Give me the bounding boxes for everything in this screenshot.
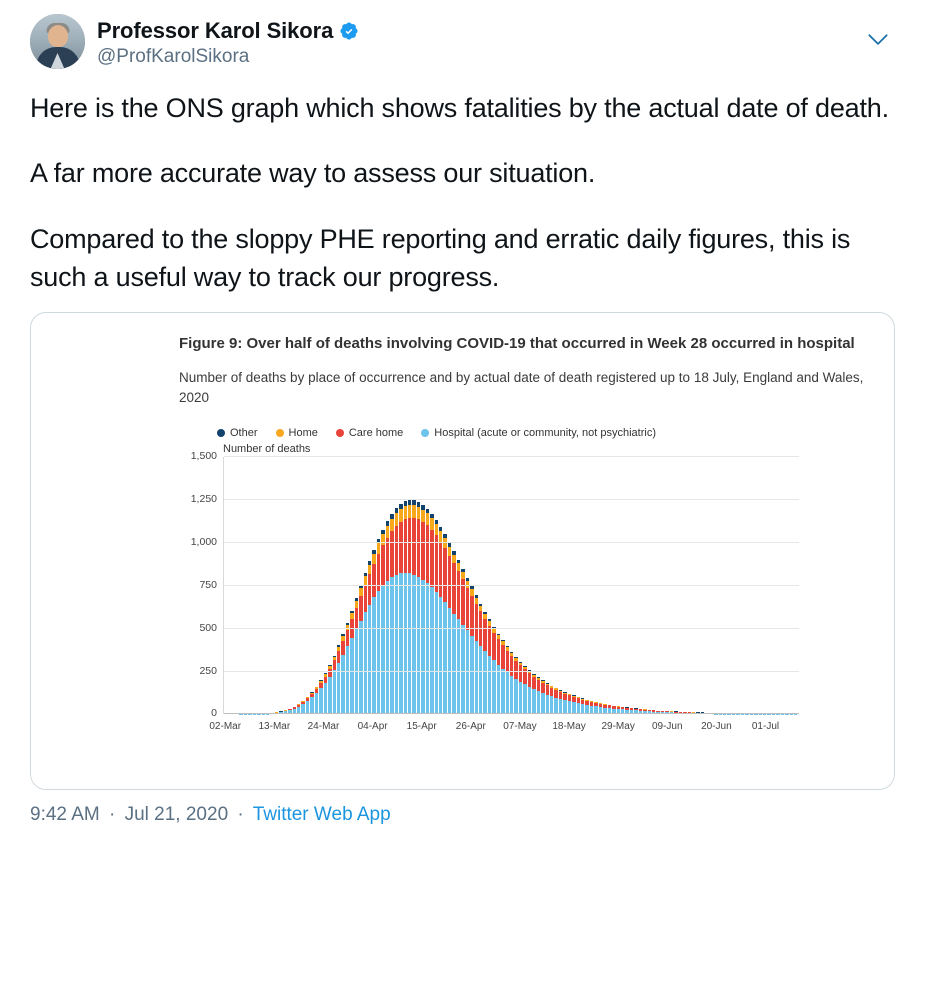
chart-bar xyxy=(310,692,313,714)
chart-bar xyxy=(541,680,544,714)
chart-bar-segment xyxy=(448,608,451,715)
chart-bar-segment xyxy=(501,645,504,668)
chart-bar xyxy=(466,578,469,715)
chart-bar xyxy=(395,508,398,714)
chart-bar-segment xyxy=(395,526,398,575)
chart-bar-segment xyxy=(483,651,486,714)
chart-bar-segment xyxy=(408,518,411,573)
tweet-source-link[interactable]: Twitter Web App xyxy=(252,804,391,826)
tweet-header xyxy=(30,14,895,69)
chart-bar-segment xyxy=(390,577,393,714)
figure-title: Figure 9: Over half of deaths involving COVID-19 that occurred in Week 28 occurred in hospital xyxy=(179,335,855,353)
y-axis-tick-label: 250 xyxy=(199,664,217,677)
chart-bar-segment xyxy=(470,596,473,636)
chart-bar-segment xyxy=(510,676,513,715)
display-name-row[interactable] xyxy=(97,18,359,44)
chart-bar-segment xyxy=(404,506,407,519)
chart-bar-segment xyxy=(372,554,375,564)
legend-item xyxy=(276,427,318,439)
verified-badge-icon xyxy=(339,21,359,41)
chart-bar-segment xyxy=(550,696,553,714)
chart-bar-segment xyxy=(559,692,562,699)
chart-bar xyxy=(470,586,473,714)
chart-bar xyxy=(572,695,575,714)
chart-bar-segment xyxy=(355,608,358,629)
chart-bar-segment xyxy=(466,588,469,631)
chart-bar-segment xyxy=(537,680,540,691)
chart-bar-segment xyxy=(532,677,535,689)
chart-bar-segment xyxy=(443,548,446,602)
chart-bar xyxy=(355,598,358,714)
chart-bar-segment xyxy=(488,626,491,656)
chart-bar-segment xyxy=(412,518,415,575)
chart-bar-segment xyxy=(554,690,557,698)
chart-bar xyxy=(443,534,446,714)
chart-bar xyxy=(390,514,393,714)
y-axis-label: Number of deaths xyxy=(223,443,311,456)
chart-bar xyxy=(577,697,580,714)
chart-bar-segment xyxy=(399,573,402,714)
chart-bar-segment xyxy=(350,638,353,715)
chart-bar-segment xyxy=(315,693,318,714)
chart-bar xyxy=(412,500,415,714)
legend-swatch-icon xyxy=(276,429,284,437)
chart-bar-segment xyxy=(492,633,495,661)
chart-bar-segment xyxy=(377,591,380,714)
chart-bar xyxy=(439,527,442,715)
chart-bar-segment xyxy=(546,685,549,694)
chart-bar-segment xyxy=(470,636,473,714)
x-axis-tick-label: 13-Mar xyxy=(258,721,291,733)
chart-bar xyxy=(386,521,389,714)
chart-bar xyxy=(350,611,353,715)
chart-gridline xyxy=(199,664,799,677)
chart-gridline xyxy=(199,578,799,591)
chart-bar xyxy=(364,573,367,714)
x-axis-ticks xyxy=(209,721,799,737)
chart-bar-segment xyxy=(435,592,438,714)
chart-bar xyxy=(435,520,438,714)
chart-bar xyxy=(337,645,340,714)
chart-bar xyxy=(301,701,304,714)
chart-bar-segment xyxy=(359,588,362,596)
chart-bar-segment xyxy=(381,534,384,545)
chart-bar-segment xyxy=(461,572,464,580)
avatar-face xyxy=(48,25,68,47)
chart-bar-segment xyxy=(457,619,460,714)
chart-bar-segment xyxy=(501,669,504,715)
chart-bar-segment xyxy=(559,699,562,714)
chart-area xyxy=(179,445,799,745)
chart-bar-segment xyxy=(475,604,478,642)
chart-bar-segment xyxy=(372,597,375,714)
chart-bar xyxy=(568,694,571,715)
chart-bar xyxy=(537,677,540,714)
chart-bar-segment xyxy=(439,531,442,541)
chart-bar-segment xyxy=(390,519,393,531)
chart-bar xyxy=(510,652,513,715)
chart-bar-segment xyxy=(550,688,553,697)
chart-bar xyxy=(550,686,553,715)
legend-item xyxy=(217,427,258,439)
chart-bar-segment xyxy=(399,509,402,522)
chart-bar xyxy=(372,550,375,715)
chevron-down-icon[interactable] xyxy=(861,24,895,54)
avatar[interactable] xyxy=(30,14,85,69)
chart-bar-segment xyxy=(359,596,362,620)
chart-legend xyxy=(217,427,874,439)
y-axis-tick-label: 0 xyxy=(211,707,217,720)
chart-bar xyxy=(408,500,411,714)
legend-label: Hospital (acute or community, not psychiatric) xyxy=(434,427,656,440)
chart-bar-segment xyxy=(435,524,438,535)
legend-swatch-icon xyxy=(217,429,225,437)
chart-bar xyxy=(324,673,327,714)
chart-bar-segment xyxy=(421,510,424,522)
chart-bar-segment xyxy=(333,660,336,669)
tweet-paragraph-2: A far more accurate way to assess our situation. xyxy=(30,158,596,189)
chart-bar xyxy=(430,514,433,715)
tweet-media-card[interactable] xyxy=(30,312,895,790)
chart-bar-segment xyxy=(430,518,433,529)
chart-bar xyxy=(452,551,455,714)
chart-bar-segment xyxy=(417,577,420,715)
legend-label: Home xyxy=(288,427,318,440)
chart-bar xyxy=(554,688,557,715)
chart-bar xyxy=(546,683,549,714)
chart-bar-segment xyxy=(381,586,384,715)
tweet-date: Jul 21, 2020 xyxy=(124,804,229,826)
chart-bar xyxy=(581,698,584,714)
chart-bar xyxy=(479,604,482,715)
chart-bar-segment xyxy=(528,687,531,715)
chart-bars xyxy=(224,457,799,714)
chart-bar xyxy=(532,674,535,715)
chart-bar-segment xyxy=(355,601,358,608)
chart-bar xyxy=(497,634,500,715)
chart-bar-segment xyxy=(421,522,424,580)
chart-bar-segment xyxy=(381,545,384,585)
chart-bar xyxy=(328,665,331,715)
chart-plot xyxy=(190,450,799,720)
y-axis-tick-label: 500 xyxy=(199,621,217,634)
chart-bar-segment xyxy=(497,639,500,665)
chart-bar-segment xyxy=(452,555,455,564)
chart-bar-segment xyxy=(377,543,380,554)
footer-separator-2: · xyxy=(237,804,244,826)
legend-item xyxy=(336,427,403,439)
x-axis-tick-label: 24-Mar xyxy=(307,721,340,733)
chart-bar-segment xyxy=(506,672,509,714)
chart-bar xyxy=(346,623,349,715)
chart-bar-segment xyxy=(492,660,495,714)
chart-bar-segment xyxy=(408,573,411,714)
x-axis-tick-label: 04-Apr xyxy=(357,721,388,733)
chart-bar-segment xyxy=(528,673,531,687)
chart-bar-segment xyxy=(532,689,535,715)
author-handle[interactable]: @ProfKarolSikora xyxy=(97,46,250,67)
chart-bar-segment xyxy=(426,583,429,714)
chart-bar xyxy=(528,670,531,714)
x-axis-tick-label: 29-May xyxy=(601,721,635,733)
chart-bar-segment xyxy=(333,670,336,715)
x-axis-tick-label: 02-Mar xyxy=(209,721,242,733)
x-axis-tick-label: 15-Apr xyxy=(406,721,437,733)
chart-bar-segment xyxy=(457,563,460,571)
chart-bar-segment xyxy=(430,530,433,588)
chart-bar-segment xyxy=(497,665,500,715)
chart-bar-segment xyxy=(430,587,433,714)
chart-bar xyxy=(590,701,593,715)
y-axis-tick-label: 750 xyxy=(199,578,217,591)
x-axis-tick-label: 20-Jun xyxy=(701,721,732,733)
chart-bar xyxy=(426,509,429,715)
chart-bar xyxy=(563,692,566,714)
legend-swatch-icon xyxy=(336,429,344,437)
chart-bar-segment xyxy=(523,684,526,714)
chart-bar-segment xyxy=(466,630,469,714)
x-axis-tick-label: 26-Apr xyxy=(455,721,486,733)
chart-bar-segment xyxy=(448,556,451,608)
chart-bar-segment xyxy=(443,602,446,714)
chart-bar-segment xyxy=(541,683,544,693)
tweet-text xyxy=(30,89,895,296)
legend-swatch-icon xyxy=(421,429,429,437)
chart-bar-segment xyxy=(417,519,420,576)
chart-bar-segment xyxy=(306,701,309,714)
chart-gridline xyxy=(211,707,799,720)
chart-bar-segment xyxy=(523,669,526,684)
chart-bar-segment xyxy=(395,513,398,526)
chart-bar-segment xyxy=(479,646,482,714)
chart-bar-segment xyxy=(541,693,544,715)
chart-gridline xyxy=(190,536,799,549)
chart-bar-segment xyxy=(341,641,344,654)
chart-bar xyxy=(523,666,526,714)
chart-bar-segment xyxy=(404,519,407,572)
y-axis-tick-label: 1,500 xyxy=(190,450,217,463)
chart-bar-segment xyxy=(426,525,429,583)
chart-bar-segment xyxy=(364,576,367,585)
chart-bar xyxy=(381,530,384,715)
chart-bar-segment xyxy=(364,585,367,612)
chart-bar xyxy=(519,662,522,715)
chart-bar-segment xyxy=(439,542,442,598)
chart-bar-segment xyxy=(554,698,557,715)
chart-bar-segment xyxy=(310,697,313,714)
chart-bar-segment xyxy=(452,563,455,613)
chart-bar-segment xyxy=(510,656,513,676)
legend-item xyxy=(421,427,656,439)
chart-bar xyxy=(514,657,517,715)
chart-bar-segment xyxy=(395,575,398,715)
chart-bar xyxy=(333,656,336,715)
chart-bar-segment xyxy=(368,565,371,574)
chart-bar-segment xyxy=(399,522,402,573)
tweet-time: 9:42 AM xyxy=(30,804,100,826)
chart-bar xyxy=(399,504,402,715)
chart-bar-segment xyxy=(546,695,549,715)
chart-bar-segment xyxy=(483,619,486,652)
chart-bar xyxy=(457,560,460,715)
chart-bar xyxy=(404,501,407,714)
x-axis-tick-label: 09-Jun xyxy=(651,721,683,733)
chart-bar-segment xyxy=(328,677,331,715)
chart-bar xyxy=(475,595,478,714)
chart-gridline xyxy=(190,450,799,463)
chart-bar-segment xyxy=(368,574,371,604)
chart-bar-segment xyxy=(386,526,389,538)
chart-bar-segment xyxy=(457,571,460,619)
chart-bar xyxy=(501,640,504,715)
chart-bar-segment xyxy=(386,538,389,581)
chart-bar-segment xyxy=(412,575,415,715)
chart-bar-segment xyxy=(319,688,322,714)
chart-bar xyxy=(306,697,309,714)
chart-bar-segment xyxy=(479,611,482,646)
chart-bar-segment xyxy=(435,535,438,592)
chart-bar-segment xyxy=(355,629,358,714)
legend-label: Other xyxy=(230,427,258,440)
chart-bar xyxy=(341,634,344,714)
chart-bar xyxy=(585,700,588,715)
chart-bar-segment xyxy=(359,621,362,715)
chart-bar xyxy=(559,690,562,714)
chart-bar-segment xyxy=(537,691,540,714)
x-axis-tick-label: 01-Jul xyxy=(751,721,780,733)
x-axis-tick-label: 18-May xyxy=(552,721,586,733)
chart-bar xyxy=(315,687,318,715)
y-axis-tick-label: 1,250 xyxy=(190,493,217,506)
chart-bar-segment xyxy=(372,564,375,598)
footer-separator-1: · xyxy=(109,804,116,826)
chart-bar xyxy=(506,646,509,714)
chart-bar xyxy=(319,680,322,714)
figure-subtitle: Number of deaths by place of occurrence and by actual date of death registered up to 18 July, England and Wales, 2020 xyxy=(179,369,864,406)
chart-bar xyxy=(417,502,420,715)
chart-bar-segment xyxy=(408,505,411,518)
y-axis-tick-label: 1,000 xyxy=(190,536,217,549)
chart-bar-segment xyxy=(412,505,415,518)
legend-label: Care home xyxy=(348,427,404,440)
chart-bar-segment xyxy=(404,573,407,715)
tweet-paragraph-1: Here is the ONS graph which shows fatalities by the actual date of death. xyxy=(30,93,889,123)
chart-bar-segment xyxy=(386,581,389,714)
chart-bar-segment xyxy=(341,655,344,715)
chart-bar-segment xyxy=(346,630,349,646)
chart-bar xyxy=(488,619,491,714)
chart-bar-segment xyxy=(475,641,478,714)
chart-bar-segment xyxy=(519,665,522,681)
chart-bar xyxy=(461,569,464,715)
chart-bar-segment xyxy=(324,683,327,715)
chart-bar xyxy=(359,585,362,714)
author-display-name[interactable]: Professor Karol Sikora xyxy=(97,18,334,43)
chart-bar-segment xyxy=(390,531,393,577)
chart-bar-segment xyxy=(519,682,522,715)
chart-gridline xyxy=(190,493,799,506)
chart-bar-segment xyxy=(443,538,446,548)
x-axis-tick-label: 07-May xyxy=(503,721,537,733)
chart-bar-segment xyxy=(346,646,349,714)
chart-bar-segment xyxy=(426,513,429,525)
tweet-footer xyxy=(30,804,895,826)
chart-bar-segment xyxy=(368,605,371,715)
tweet-paragraph-3: Compared to the sloppy PHE reporting and erratic daily figures, this is such a useful way to track our progress. xyxy=(30,223,851,292)
chart-bar-segment xyxy=(337,651,340,662)
chart-bar-segment xyxy=(563,700,566,714)
chart-gridline xyxy=(199,621,799,634)
chart-bar-segment xyxy=(461,579,464,624)
chart-bar-segment xyxy=(448,547,451,556)
chart-bar-segment xyxy=(439,597,442,714)
author-block xyxy=(97,14,359,68)
chart-bar-segment xyxy=(417,507,420,520)
chart-bar xyxy=(421,505,424,715)
chart-bar-segment xyxy=(421,580,424,715)
chart-bar-segment xyxy=(514,679,517,715)
chart-bar-segment xyxy=(488,656,491,714)
chart-bar-segment xyxy=(506,651,509,672)
